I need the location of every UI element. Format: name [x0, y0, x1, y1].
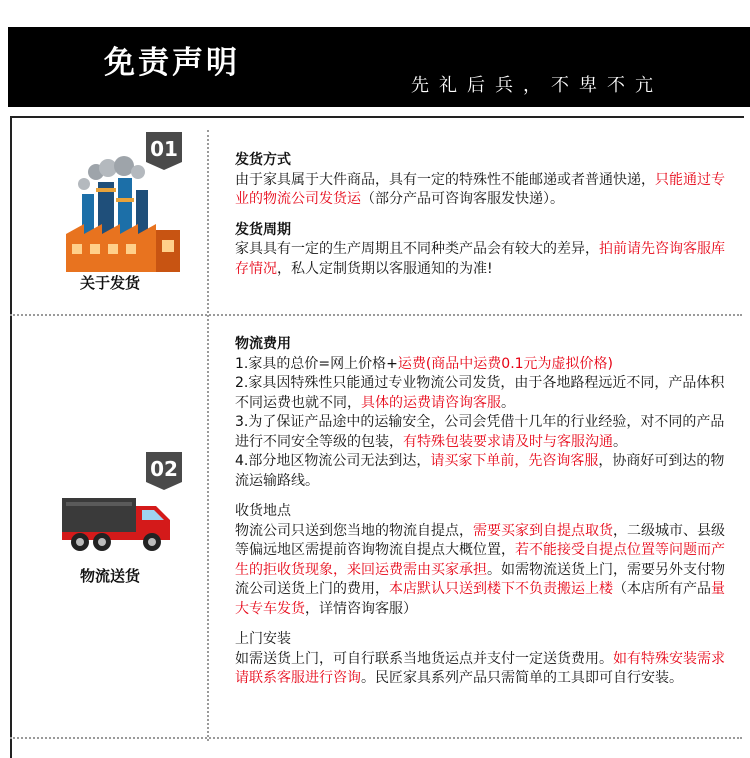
- highlight-text: 本店默认只送到楼下不负责搬运上楼: [389, 581, 613, 597]
- highlight-text: 需要买家到自提点取货: [473, 522, 613, 539]
- factory-icon: [62, 132, 192, 272]
- item-heading: 发货方式: [235, 152, 291, 168]
- body-text: （本店所有产品: [613, 581, 711, 597]
- item-paragraph: [235, 171, 735, 210]
- item-heading: 物流费用: [235, 336, 291, 352]
- highlight-text: 若不能接受自提点位置等问题而产生的拒收货现象，来回运费需由买家承担: [235, 542, 725, 578]
- body-text: 家具具有一定的生产周期且不同种类产品会有较大的差异，: [235, 241, 599, 257]
- column-divider: [207, 130, 209, 741]
- logistics-content: [235, 335, 735, 700]
- body-text: 2.家具因特殊性只能通过专业物流公司发货，由于各地路程远近不同，产品体积不同运费也就不同，: [235, 375, 725, 411]
- body-text: ，私人定制货期以客服通知的为准!: [277, 260, 493, 277]
- item-paragraph: [235, 522, 735, 620]
- banner-title: 免责声明: [104, 45, 240, 81]
- body-text: 4.部分地区物流公司无法到达，: [235, 453, 431, 469]
- item-paragraph: [235, 650, 735, 689]
- highlight-text: 具体的运费请咨询客服: [361, 394, 501, 411]
- highlight-text: 只能通过专业的物流公司发货运: [235, 171, 725, 207]
- body-text: ，协商好可到达的物流运输路线。: [235, 453, 725, 489]
- truck-icon: [58, 444, 188, 556]
- section-number-02: 02: [150, 457, 178, 481]
- body-text: 。: [613, 433, 627, 450]
- item-paragraph: [235, 374, 735, 413]
- body-text: ，二级城市、县级等偏远地区需提前咨询物流自提点大概位置，: [235, 522, 725, 558]
- section-label-shipping: 关于发货: [79, 274, 140, 292]
- body-text: （部分产品可咨询客服发快递）。: [361, 191, 564, 207]
- shipping-content: [235, 151, 735, 290]
- banner-subtitle: 先礼后兵，不卑不亢: [411, 75, 663, 96]
- section-divider-bottom: [10, 737, 742, 739]
- body-text: 由于家具属于大件商品，具有一定的特殊性不能邮递或者普通快递，: [235, 171, 655, 188]
- shipping-illustration: [62, 132, 192, 276]
- item-paragraph: [235, 452, 735, 491]
- body-text: 3.为了保证产品途中的运输安全，公司会凭借十几年的行业经验，对不同的产品进行不同安全等级的包装，: [235, 414, 725, 450]
- section-divider: [10, 314, 742, 316]
- shipping-item: [235, 221, 735, 280]
- logistics-item: [235, 335, 735, 491]
- shipping-item: [235, 151, 735, 210]
- logistics-item: [235, 502, 735, 619]
- logistics-item: [235, 630, 735, 689]
- item-paragraph: [235, 240, 735, 279]
- highlight-text: 拍前请先咨询客服库存情况: [235, 241, 725, 277]
- highlight-text: 有特殊包装要求请及时与客服沟通: [403, 433, 613, 450]
- item-heading: 发货周期: [235, 221, 291, 238]
- item-heading: 上门安装: [235, 631, 291, 647]
- highlight-text: 量大专车发货: [235, 581, 725, 617]
- item-paragraph: [235, 413, 735, 452]
- section-number-01: 01: [150, 137, 178, 161]
- body-text: 。如需物流送货上门，需要另外支付物流公司送货上门的费用，: [235, 561, 725, 597]
- logistics-illustration: [58, 444, 188, 560]
- section-label-logistics: 物流送货: [79, 567, 140, 585]
- highlight-text: 如有特殊安装需求请联系客服进行咨询: [235, 650, 725, 686]
- body-text: ，详情咨询客服）: [305, 600, 417, 617]
- highlight-text: 运费(商品中运费0.1元为虚拟价格): [397, 355, 614, 372]
- body-text: 物流公司只送到您当地的物流自提点，: [235, 522, 473, 539]
- item-heading: 收货地点: [235, 503, 291, 519]
- highlight-text: 请买家下单前，先咨询客服: [430, 453, 599, 469]
- body-text: 。: [501, 394, 515, 411]
- body-text: 如需送货上门，可自行联系当地货运点并支付一定送货费用。: [235, 650, 613, 667]
- banner: [8, 27, 750, 107]
- body-text: 1.家具的总价=网上价格+: [235, 355, 398, 372]
- body-text: 。民匠家具系列产品只需简单的工具即可自行安装。: [361, 670, 683, 686]
- item-paragraph: [235, 355, 735, 375]
